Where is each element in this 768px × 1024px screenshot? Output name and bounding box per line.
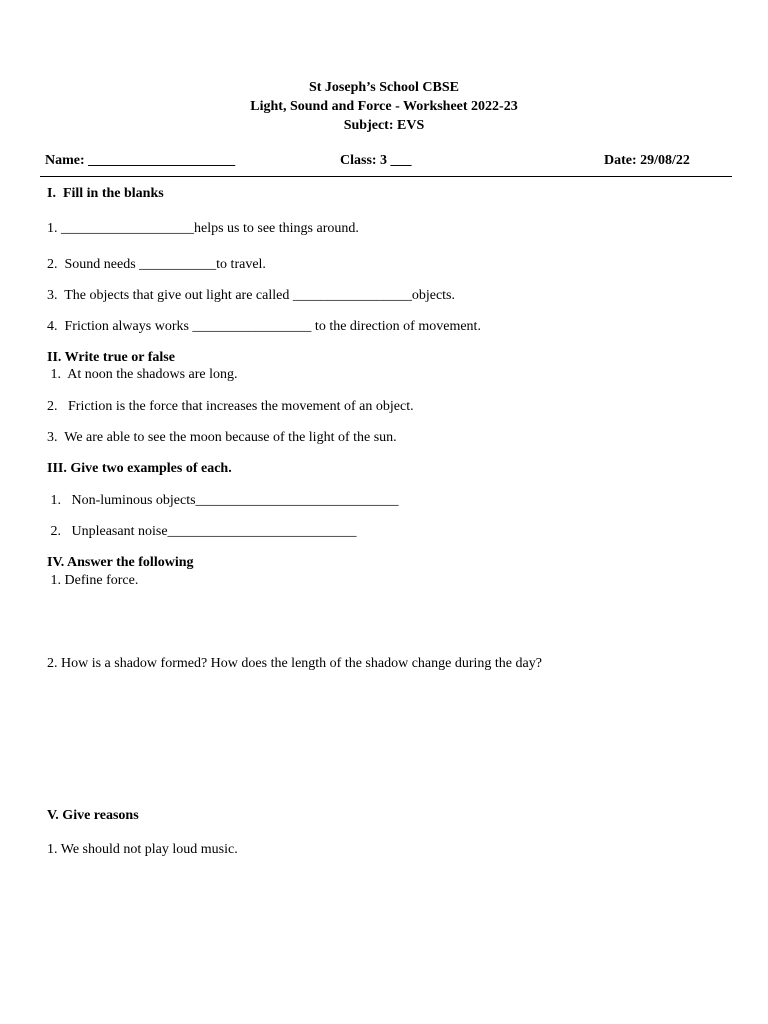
- section-2-question-1: 1. At noon the shadows are long.: [47, 367, 238, 382]
- date-field: Date: 29/08/22: [604, 153, 690, 168]
- section-1-title: I. Fill in the blanks: [47, 186, 164, 201]
- school-name: St Joseph’s School CBSE: [308, 80, 460, 95]
- section-5-title: V. Give reasons: [47, 808, 139, 823]
- section-1-question-3: 3. The objects that give out light are called _________________objects.: [47, 288, 455, 303]
- section-2-title: II. Write true or false: [47, 350, 175, 365]
- section-1-question-1: 1. ___________________helps us to see things around.: [47, 221, 359, 236]
- section-4-question-2: 2. How is a shadow formed? How does the length of the shadow change during the day?: [47, 656, 542, 671]
- header-divider: [40, 176, 732, 177]
- section-3-title: III. Give two examples of each.: [47, 461, 232, 476]
- subject-line: Subject: EVS: [343, 118, 425, 133]
- section-1-question-2: 2. Sound needs ___________to travel.: [47, 257, 266, 272]
- section-1-question-4: 4. Friction always works _________________ to the direction of movement.: [47, 319, 481, 334]
- section-3-question-1: 1. Non-luminous objects_____________________________: [47, 493, 399, 508]
- section-2-question-3: 3. We are able to see the moon because of the light of the sun.: [47, 430, 397, 445]
- worksheet-title: Light, Sound and Force - Worksheet 2022-23: [250, 99, 518, 114]
- class-field: Class: 3 ___: [340, 153, 412, 168]
- section-2-question-2: 2. Friction is the force that increases the movement of an object.: [47, 399, 414, 414]
- section-3-question-2: 2. Unpleasant noise___________________________: [47, 524, 357, 539]
- section-5-question-1: 1. We should not play loud music.: [47, 842, 238, 857]
- section-4-question-1: 1. Define force.: [47, 573, 139, 588]
- name-field: Name: _____________________: [45, 153, 236, 168]
- section-4-title: IV. Answer the following: [47, 555, 194, 570]
